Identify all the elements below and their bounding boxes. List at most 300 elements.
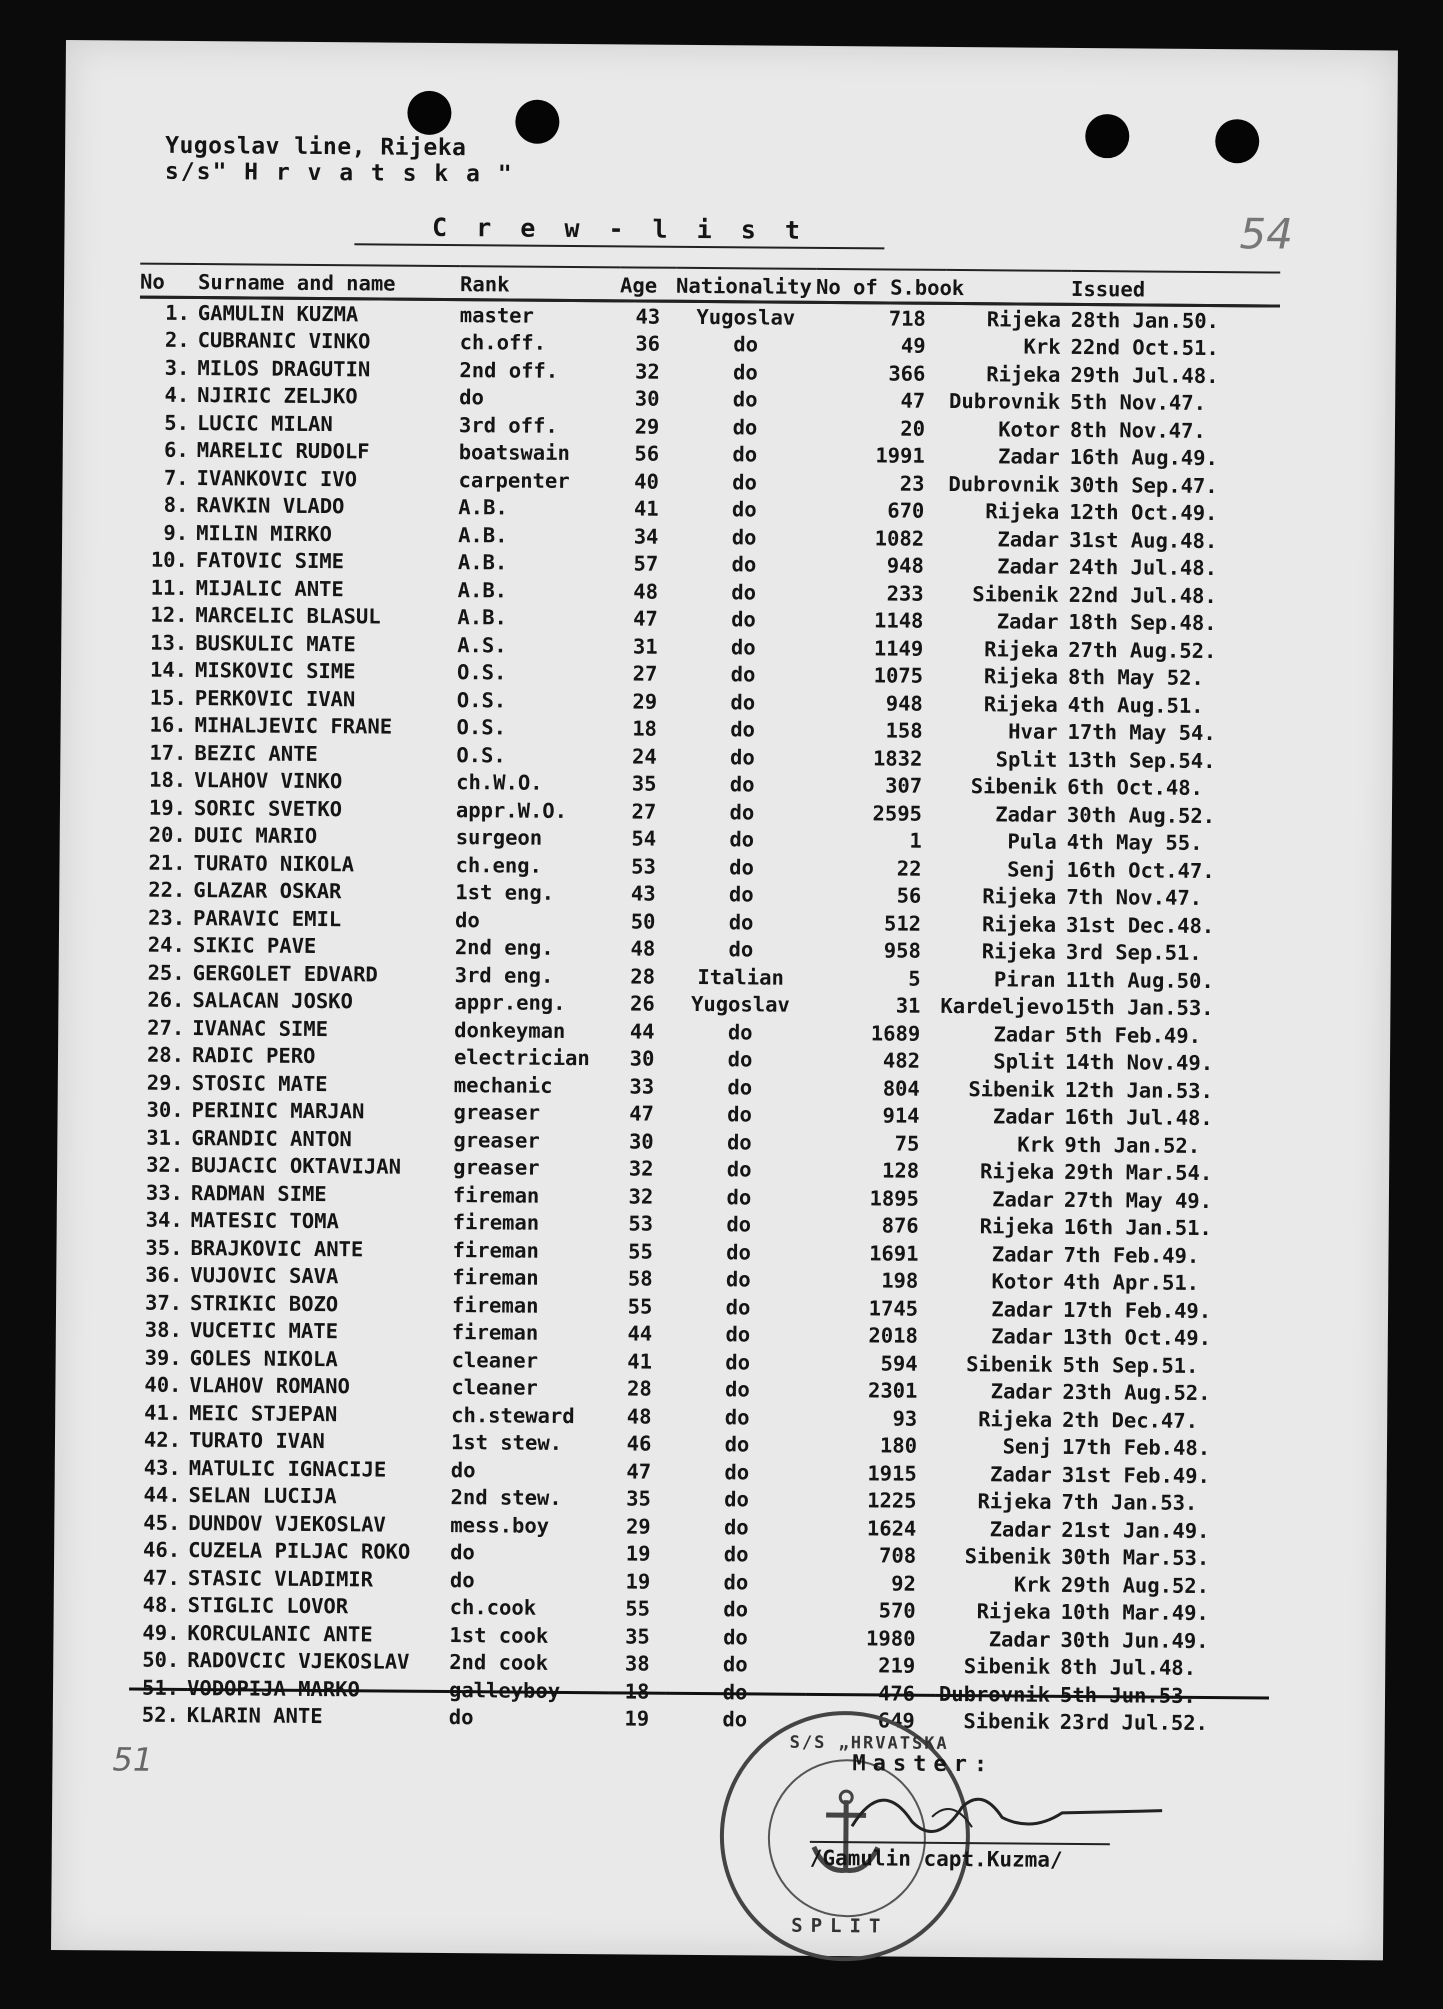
crew-number: 16. [149,712,187,738]
crew-nationality: do [723,1569,749,1595]
seaman-book-number: 2595 [872,801,923,826]
crew-rank: greaser [453,1155,540,1181]
issued-date: 17th Feb.49. [1062,1297,1212,1323]
crew-number: 28. [146,1042,185,1068]
seaman-book-number: 1225 [867,1488,917,1513]
crew-name: MILIN MIRKO [196,520,332,546]
crew-rank: greaser [453,1127,540,1153]
col-age: Age [620,267,676,301]
issued-place: Rijeka [978,1406,1053,1432]
crew-nationality: do [724,1404,750,1430]
issued-place: Dubrovnik [948,471,1060,497]
crew-age: 54 [631,826,657,851]
crew-rank: fireman [452,1237,540,1263]
crew-rank: do [450,1457,476,1483]
issued-place: Kardeljevo [940,994,1064,1020]
crew-nationality: do [733,332,759,357]
col-rank: Rank [460,266,620,301]
issued-place: Rijeka [979,1214,1054,1240]
crew-name: CUZELA PILJAC ROKO [188,1538,411,1565]
crew-nationality: do [729,827,755,852]
crew-nationality: do [727,1074,753,1100]
seaman-book-number: 1149 [873,636,924,661]
crew-age: 57 [633,551,659,576]
seaman-book-number: 718 [888,306,926,331]
crew-rank: do [450,1540,475,1565]
crew-nationality: do [726,1157,752,1182]
crew-name: BEZIC ANTE [194,740,318,766]
issued-date: 22nd Jul.48. [1068,582,1217,608]
crew-number: 24. [147,932,185,958]
crew-rank: cleaner [451,1375,538,1400]
issued-date: 5th Sep.51. [1062,1352,1199,1378]
issued-date: 7th Nov.47. [1066,885,1203,911]
crew-name: BRAJKOVIC ANTE [190,1235,364,1262]
crew-nationality: do [731,497,757,522]
crew-age: 32 [628,1184,654,1209]
crew-name: STIGLIC LOVOR [187,1593,349,1619]
crew-rank: cleaner [451,1347,539,1373]
crew-rank: appr.W.O. [455,797,568,823]
issued-place: Zadar [993,1022,1056,1047]
issued-date: 31st Dec.48. [1066,912,1215,938]
crew-number: 26. [147,987,185,1013]
crew-nationality: do [723,1624,748,1650]
issued-date: 27th Aug.52. [1068,637,1217,663]
issued-date: 16th Jul.48. [1064,1105,1213,1131]
col-nationality: Nationality [676,268,816,303]
crew-name: VUJOVIC SAVA [190,1263,339,1289]
crew-number: 47. [142,1565,181,1590]
crew-nationality: do [732,469,757,495]
crew-nationality: do [726,1212,752,1237]
crew-name: NJIRIC ZELJKO [197,383,358,409]
crew-nationality: do [727,1102,753,1127]
seaman-book-number: 914 [882,1103,920,1128]
seaman-book-number: 5 [908,966,921,991]
crew-name: GRANDIC ANTON [191,1125,352,1152]
crew-nationality: do [722,1707,748,1732]
issued-date: 16th Jan.51. [1063,1215,1212,1241]
crew-age: 40 [634,469,659,494]
crew-number: 44. [143,1482,181,1508]
crew-name: GOLES NIKOLA [189,1345,338,1371]
crew-rows [129,297,1280,1737]
seaman-book-number: 512 [883,911,922,936]
crew-number: 31. [146,1125,184,1150]
crew-name: SIKIC PAVE [192,933,317,959]
crew-age: 28 [630,964,656,989]
crew-nationality: do [724,1377,750,1402]
issued-date: 17th May 54. [1067,720,1216,746]
issued-date: 28th Jan.50. [1070,307,1220,333]
crew-rank: 1st stew. [450,1430,563,1456]
issued-date: 4th Apr.51. [1063,1270,1200,1296]
issued-date: 5th Nov.47. [1070,390,1207,416]
crew-name: RAVKIN VLADO [196,493,345,519]
crew-number: 1. [165,300,190,325]
crew-age: 30 [634,386,660,411]
crew-number: 39. [144,1345,182,1370]
crew-age: 43 [630,881,656,906]
seaman-book-number: 158 [885,718,923,743]
col-issued: Issued [1071,271,1280,306]
issued-place: Zadar [995,802,1058,827]
issued-date: 9th Jan.52. [1064,1132,1201,1158]
crew-number: 27. [147,1015,185,1040]
issued-date: 29th Aug.52. [1060,1572,1210,1598]
crew-rank: 2nd off. [459,357,559,383]
seaman-book-number: 1082 [874,526,925,551]
crew-number: 41. [144,1400,182,1425]
crew-name: BUJACIC OKTAVIJAN [191,1153,402,1179]
seaman-book-number: 2018 [868,1323,918,1348]
crew-name: GAMULIN KUZMA [197,300,359,327]
crew-nationality: do [725,1267,751,1292]
issued-place: Dubrovnik [935,1680,1060,1708]
crew-name: IVANAC SIME [192,1015,329,1041]
crew-age: 56 [634,441,660,466]
crew-name: PARAVIC EMIL [193,905,342,931]
crew-nationality: do [729,799,755,825]
issued-place: Zadar [992,1187,1055,1212]
seaman-book-number: 948 [885,691,923,716]
seaman-book-number: 75 [894,1131,920,1156]
seaman-book-number: 366 [888,361,926,386]
crew-number: 4. [164,383,190,408]
crew-number: 23. [147,905,186,930]
seaman-book-number: 180 [879,1433,918,1458]
crew-age: 53 [631,854,656,879]
seaman-book-number: 22 [896,856,922,881]
stamp-bottom-text: SPLIT [791,1914,889,1938]
issued-place: Rijeka [986,306,1061,332]
crew-age: 19 [624,1706,650,1731]
seaman-book-number: 1915 [867,1461,917,1486]
seaman-book-number: 570 [878,1598,916,1623]
issued-date: 7th Jan.53. [1061,1490,1198,1516]
issued-place: Krk [1017,1132,1055,1157]
crew-nationality: do [732,359,758,385]
crew-nationality: do [726,1184,752,1210]
ship-name: s/s" H r v a t s k a " [164,158,514,188]
issued-place: Zadar [997,527,1060,552]
crew-age: 27 [631,799,657,824]
master-label: Master: [852,1751,995,1778]
seaman-book-number: 1980 [866,1626,916,1651]
crew-name: DUIC MARIO [193,823,318,849]
seaman-book-number: 56 [896,883,922,908]
crew-rank: surgeon [455,825,543,851]
crew-name: CUBRANIC VINKO [197,328,371,354]
crew-nationality: Yugoslav [690,992,790,1017]
crew-name: FATOVIC SIME [195,548,345,574]
crew-rank: fireman [451,1320,539,1345]
crew-rank: boatswain [458,440,570,466]
issued-place: Senj [1002,1434,1053,1460]
crew-nationality: do [730,634,756,660]
issued-place: Rijeka [976,1599,1051,1625]
crew-age: 29 [634,414,660,439]
crew-age: 35 [631,771,657,796]
crew-age: 41 [633,496,659,521]
crew-age: 30 [628,1129,654,1154]
crew-nationality: do [732,442,758,467]
seaman-book-number: 20 [900,416,926,441]
crew-name: MEIC STJEPAN [189,1400,338,1426]
issued-place: Zadar [988,1627,1051,1652]
crew-number: 35. [145,1235,183,1260]
issued-place: Sibenik [963,1709,1050,1735]
crew-rank: do [448,1705,474,1730]
seaman-book-number: 233 [886,581,924,606]
crew-number: 12. [150,602,188,628]
crew-name: MATULIC IGNACIJE [188,1455,387,1482]
seaman-book-number: 1 [909,828,922,853]
issued-place: Rijeka [980,1159,1055,1185]
crew-nationality: do [727,1019,753,1045]
crew-nationality: do [725,1322,751,1347]
crew-age: 58 [627,1266,653,1291]
crew-nationality: do [724,1487,749,1512]
crew-nationality: do [724,1432,750,1457]
crew-number: 10. [150,547,189,573]
issued-date: 18th Sep.48. [1068,610,1217,636]
seaman-book-number: 1624 [866,1516,917,1541]
issued-place: Sibenik [968,1076,1055,1102]
issued-date: 23rd Jul.52. [1059,1710,1209,1736]
seaman-book-number: 876 [881,1213,919,1238]
issued-date: 5th Feb.49. [1065,1022,1202,1048]
crew-nationality: Italian [697,964,784,990]
crew-nationality: do [725,1294,751,1320]
issued-date: 8th Jul.48. [1060,1655,1197,1681]
seaman-book-number: 49 [900,333,926,359]
crew-age: 24 [631,744,657,769]
crew-number: 34. [145,1207,183,1233]
issued-place: Zadar [997,444,1060,470]
issued-place: Zadar [991,1242,1054,1267]
issued-date: 2th Dec.47. [1062,1407,1199,1433]
crew-rank: A.B. [457,605,507,630]
seaman-book-number: 670 [887,498,925,524]
crew-name: LUCIC MILAN [196,410,333,436]
col-name: Surname and name [198,264,460,300]
crew-age: 50 [630,909,656,934]
issued-date: 11th Aug.50. [1065,967,1214,993]
stamp-top-text: S/S „HRVATSKA [789,1732,949,1754]
crew-rank: ch.off. [459,330,547,356]
crew-rank: fireman [452,1182,540,1208]
issued-date: 22nd Oct.51. [1070,335,1219,361]
crew-nationality: do [730,662,756,687]
crew-nationality: do [732,387,758,412]
crew-number: 50. [142,1647,180,1673]
issued-date: 23th Aug.52. [1062,1380,1211,1406]
crew-age: 36 [635,331,661,356]
crew-rank: mess.boy [450,1512,550,1538]
crew-age: 18 [609,1677,665,1705]
crew-nationality: Yugoslav [696,304,796,330]
crew-number: 6. [164,438,189,463]
crew-nationality: do [730,689,756,715]
issued-date: 4th Aug.51. [1067,692,1204,718]
issued-place: Rijeka [984,636,1059,662]
issued-place: Pula [1007,829,1057,855]
crew-number: 7. [163,465,189,490]
crew-age: 32 [628,1156,654,1181]
crew-nationality: do [728,882,754,907]
issued-date: 17th Feb.48. [1061,1435,1211,1461]
crew-age: 53 [628,1211,654,1236]
crew-name: STASIC VLADIMIR [187,1565,374,1592]
crew-rank: 2nd cook [449,1650,549,1676]
issued-date: 16th Oct.47. [1066,857,1215,883]
seaman-book-number: 307 [885,773,923,798]
issued-place: Rijeka [983,664,1059,690]
crew-name: KLARIN ANTE [186,1703,323,1729]
signature-icon [842,1766,1183,1849]
crew-rank: 3rd eng. [454,962,554,988]
document-sheet [51,40,1398,1960]
crew-name: SORIC SVETKO [193,795,343,821]
crew-number: 11. [150,575,188,600]
issued-place: Rijeka [981,911,1057,937]
crew-age: 48 [626,1404,652,1429]
page-title: C r e w - l i s t [354,212,884,249]
seaman-book-number: 92 [891,1571,916,1596]
seaman-book-number: 1148 [873,608,924,634]
crew-name: MISKOVIC SIME [194,658,356,684]
crew-name: DUNDOV VJEKOSLAV [188,1510,386,1537]
crew-nationality: do [731,579,757,605]
issued-date: 10th Mar.49. [1060,1600,1209,1626]
crew-nationality: do [725,1349,751,1375]
issued-place: Sibenik [964,1544,1052,1570]
crew-name: STRIKIC BOZO [189,1290,339,1316]
crew-age: 43 [635,304,661,329]
crew-rank: A.S. [457,632,507,658]
crew-nationality: do [722,1652,748,1677]
issued-date: 12th Oct.49. [1069,500,1218,526]
issued-date: 6th Oct.48. [1067,775,1204,801]
crew-number: 22. [148,877,186,903]
crew-rank: galleyboy [449,1676,609,1705]
crew-nationality: do [723,1597,749,1622]
crew-number: 52. [141,1702,179,1728]
issued-place: Krk [1023,334,1061,360]
crew-rank: 2nd eng. [454,935,554,961]
issued-date: 4th May 55. [1066,830,1203,856]
crew-rank: ch.W.O. [456,770,543,796]
punch-hole [515,100,559,144]
issued-place: Kotor [991,1269,1054,1295]
issued-place: Rijeka [986,361,1061,387]
seaman-book-number: 708 [878,1543,917,1568]
crew-age: 47 [626,1459,652,1484]
crew-age: 55 [625,1596,651,1621]
crew-number: 9. [163,520,189,545]
crew-rank: 1st cook [449,1622,549,1648]
issued-place: Sibenik [972,581,1059,607]
crew-rank: A.B. [458,522,508,548]
crew-nationality: do [726,1239,751,1265]
crew-name: MARELIC RUDOLF [196,438,370,464]
crew-age: 41 [627,1349,653,1374]
crew-name: MARCELIC BLASUL [195,603,381,629]
crew-rank: A.B. [457,577,508,603]
crew-number: 33. [145,1180,184,1205]
issued-place: Hvar [1008,719,1058,745]
crew-rank: donkeyman [454,1017,566,1043]
crew-nationality: do [723,1514,749,1540]
issued-date: 27th May 49. [1063,1187,1213,1213]
crew-rank: ch.eng. [455,852,543,878]
crew-number: 13. [150,630,188,655]
seaman-book-number: 1745 [868,1296,919,1321]
crew-number: 20. [148,822,186,848]
crew-rank: O.S. [456,660,507,685]
issued-place: Zadar [989,1462,1052,1487]
punch-hole [407,91,451,135]
margin-note: 51 [112,1740,154,1779]
issued-date: 5th Jun.53. [1060,1681,1269,1710]
seaman-book-number: 649 [877,1708,915,1733]
crew-name: SALACAN JOSKO [192,988,354,1014]
issued-date: 30th Mar.53. [1061,1545,1210,1571]
issued-date: 15th Jan.53. [1065,995,1214,1021]
crew-number: 19. [148,795,187,820]
crew-number: 38. [144,1317,182,1343]
crew-number: 51. [129,1674,187,1702]
crew-age: 30 [629,1046,655,1071]
crew-name: TURATO IVAN [188,1428,325,1454]
issued-place: Krk [1013,1572,1052,1597]
crew-age: 47 [633,606,658,631]
crew-number: 37. [144,1290,183,1315]
crew-nationality: do [729,744,755,770]
punch-hole [1215,119,1259,163]
crew-rank: carpenter [458,467,570,493]
crew-number: 15. [149,685,187,710]
issued-date: 7th Feb.49. [1063,1242,1200,1268]
crew-nationality: do [729,854,754,880]
seaman-book-number: 93 [892,1406,918,1431]
crew-age: 27 [632,661,658,686]
issued-date: 12th Jan.53. [1064,1077,1214,1103]
crew-rank: master [459,302,535,328]
issued-place: Sibenik [963,1654,1051,1680]
seaman-book-number: 482 [882,1048,921,1073]
crew-number: 8. [163,493,189,518]
crew-number: 21. [148,850,186,875]
crew-nationality: do [730,717,756,742]
crew-name: MATESIC TOMA [190,1208,339,1234]
issued-date: 30th Jun.49. [1060,1627,1209,1653]
crew-number: 25. [147,960,185,985]
crew-nationality: do [728,937,754,962]
crew-name: PERKOVIC IVAN [194,685,356,712]
crew-name: IVANKOVIC IVO [196,465,358,492]
crew-name: VODOPIJA MARKO [187,1674,449,1704]
crew-rank: mechanic [453,1072,553,1098]
crew-age: 31 [632,634,658,659]
seaman-book-number: 594 [880,1351,918,1376]
crew-number: 17. [149,740,187,765]
crew-rank: A.B. [457,550,508,575]
crew-rank: O.S. [456,715,507,740]
crew-number: 36. [145,1262,183,1288]
